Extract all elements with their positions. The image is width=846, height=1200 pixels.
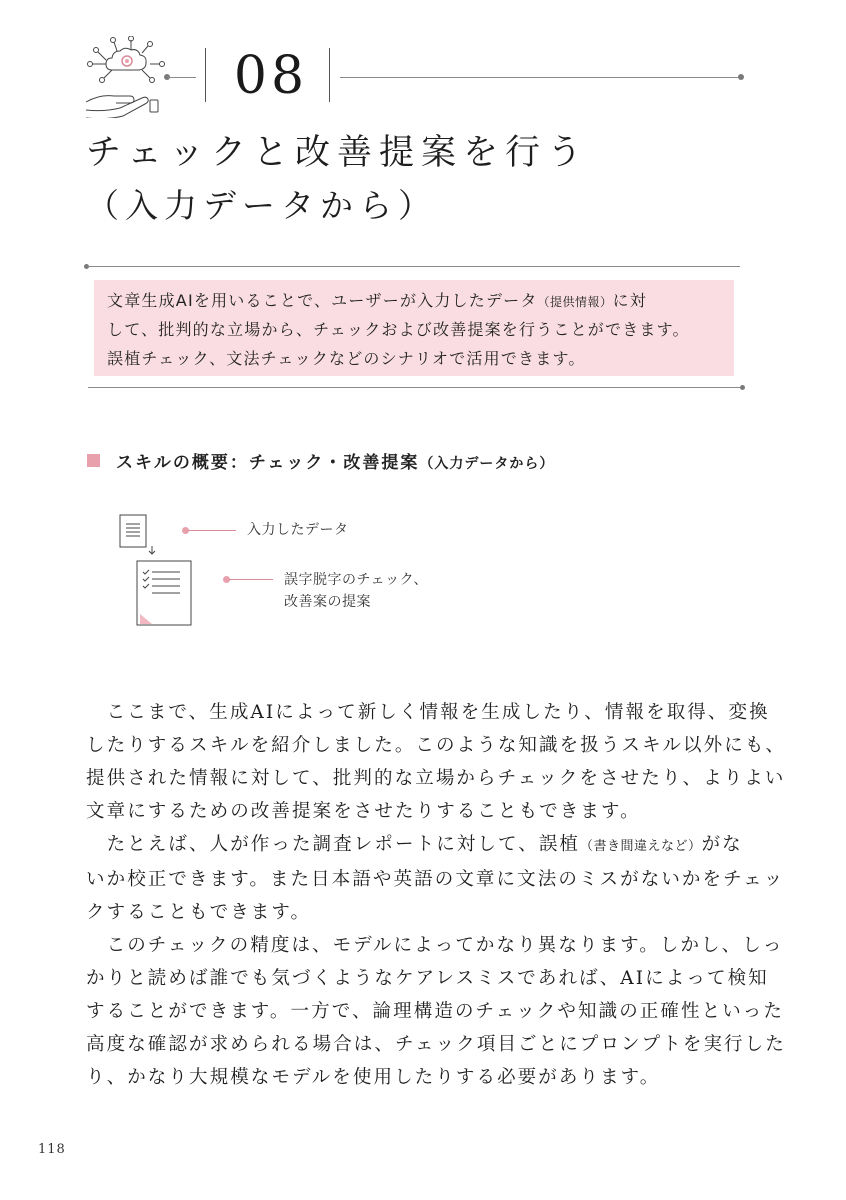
body-line: することができます。一方で、論理構造のチェックや知識の正確性といった <box>86 1001 784 1022</box>
page-subtitle: （入力データから） <box>86 186 437 225</box>
summary-line-2: して、批判的な立場から、チェックおよび改善提案を行うことができます。 <box>107 320 690 339</box>
page-number: 118 <box>38 1142 66 1157</box>
body-line: 提供された情報に対して、批判的な立場からチェックをさせたり、よりよい <box>86 768 786 789</box>
input-data-label: 入力したデータ <box>247 522 349 538</box>
body-line: 高度な確認が求められる場合は、チェック項目ごとにプロンプトを実行した <box>86 1034 786 1055</box>
summary-line-1: 文章生成AIを用いることで、ユーザーが入力したデータ（提供情報）に対 <box>107 291 647 310</box>
body-line: したりするスキルを紹介しました。このような知識を扱うスキル以外にも、 <box>86 735 787 756</box>
body-line: かりと読めば誰でも気づくようなケアレスミスであれば、AIによって検知 <box>86 968 769 989</box>
chapter-number: 08 <box>233 46 309 106</box>
body-line: このチェックの精度は、モデルによってかなり異なります。しかし、しっ <box>86 935 784 956</box>
body-line: クすることもできます。 <box>86 902 312 923</box>
summary-bottom-rule <box>88 387 740 388</box>
header-left-line <box>168 77 196 78</box>
body-line: 文章にするための改善提案をさせたりすることもできます。 <box>86 801 641 822</box>
body-line: いか校正できます。また日本語や英語の文章に文法のミスがないかをチェッ <box>86 869 785 890</box>
chapter-bracket-left <box>205 48 206 102</box>
ai-brain-hand-icon <box>84 36 170 118</box>
summary-line-3: 誤植チェック、文法チェックなどのシナリオで活用できます。 <box>107 349 586 368</box>
summary-top-rule <box>88 266 740 267</box>
chapter-bracket-right <box>329 48 330 102</box>
summary-bottom-dot <box>740 385 745 390</box>
input-document-icon <box>116 512 172 562</box>
header-right-dot <box>738 74 744 80</box>
section-heading: スキルの概要：チェック・改善提案（入力データから） <box>116 453 555 473</box>
section-marker <box>87 454 100 467</box>
header-right-line <box>340 77 740 78</box>
page-title: チェックと改善提案を行う <box>86 133 589 173</box>
body-text <box>86 696 787 1094</box>
input-pointer-line <box>188 530 236 531</box>
output-pointer-line <box>229 579 273 580</box>
output-label-line-1: 誤字脱字のチェック、 <box>284 572 429 588</box>
body-line: り、かなり大規模なモデルを使用したりする必要があります。 <box>86 1067 661 1088</box>
body-line: ここまで、生成AIによって新しく情報を生成したり、情報を取得、変換 <box>86 702 770 723</box>
checked-document-icon <box>134 558 196 630</box>
body-line: たとえば、人が作った調査レポートに対して、誤植（書き間違えなど）がな <box>86 834 743 855</box>
summary-box <box>94 280 734 376</box>
output-label-line-2: 改善案の提案 <box>284 594 371 610</box>
